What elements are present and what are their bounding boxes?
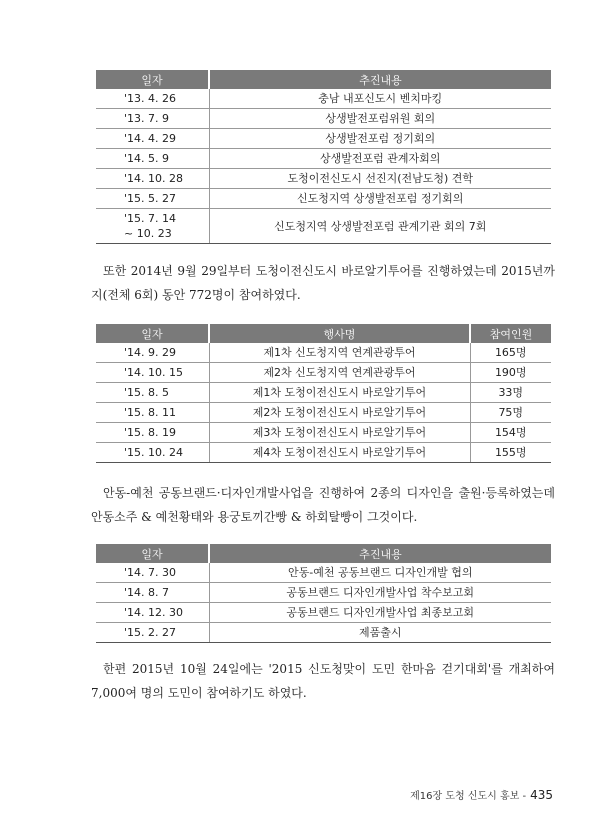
- cell-date: '14. 7. 30: [96, 563, 209, 583]
- cell-date: '14. 5. 9: [96, 149, 209, 169]
- cell-event: 제2차 도청이전신도시 바로알기투어: [209, 403, 470, 423]
- table-row: [96, 169, 551, 189]
- table-row: [96, 129, 551, 149]
- table-header-row: [96, 70, 551, 89]
- cell-date: '15. 8. 5: [96, 383, 209, 403]
- table-row: [96, 383, 551, 403]
- cell-date: '14. 12. 30: [96, 603, 209, 623]
- cell-date: '14. 4. 29: [96, 129, 209, 149]
- cell-event: 제1차 신도청지역 연계관광투어: [209, 343, 470, 363]
- cell-event: 제1차 도청이전신도시 바로알기투어: [209, 383, 470, 403]
- cell-participants: 154명: [470, 423, 551, 443]
- header-date: 일자: [96, 70, 209, 89]
- table-row: [96, 363, 551, 383]
- cell-content: 신도청지역 상생발전포럼 관계기관 회의 7회: [209, 209, 551, 244]
- cell-content: 도청이전신도시 선진지(전남도청) 견학: [209, 169, 551, 189]
- table-row: [96, 209, 551, 244]
- cell-date: '15. 10. 24: [96, 443, 209, 463]
- paragraph-bus-tour: 또한 2014년 9월 29일부터 도청이전신도시 바로알기투어를 진행하였는데 2015년까지(전체 6회) 동안 772명이 참여하였다.: [91, 264, 555, 302]
- schedule-table-1: [96, 70, 551, 244]
- paragraph-brand-design: 안동-예천 공동브랜드·디자인개발사업을 진행하여 2종의 디자인을 출원·등록하였는데 안동소주 & 예천황태와 용궁토끼간빵 & 하회탈빵이 그것이다.: [91, 486, 555, 524]
- header-content: 추진내용: [209, 544, 551, 563]
- cell-participants: 33명: [470, 383, 551, 403]
- cell-participants: 165명: [470, 343, 551, 363]
- table-row: [96, 583, 551, 603]
- chapter-title: 제16장 도청 신도시 홍보 -: [410, 791, 527, 802]
- cell-participants: 155명: [470, 443, 551, 463]
- page-footer: [410, 787, 553, 802]
- cell-content: 상생발전포럼위원 회의: [209, 109, 551, 129]
- table-row: [96, 189, 551, 209]
- cell-content: 충남 내포신도시 벤치마킹: [209, 89, 551, 109]
- cell-date: '14. 10. 15: [96, 363, 209, 383]
- paragraph-walking-event: 한편 2015년 10월 24일에는 '2015 신도청맞이 도민 한마음 걷기대회'를 개최하여 7,000여 명의 도민이 참여하기도 하였다.: [91, 662, 555, 700]
- cell-content: 제품출시: [209, 623, 551, 643]
- cell-content: 안동-예천 공동브랜드 디자인개발 협의: [209, 563, 551, 583]
- table-header-row: [96, 544, 551, 563]
- cell-date: '14. 9. 29: [96, 343, 209, 363]
- schedule-table-2: [96, 544, 551, 643]
- table-header-row: [96, 324, 551, 343]
- cell-date: '13. 7. 9: [96, 109, 209, 129]
- table-row: [96, 423, 551, 443]
- table-row: [96, 443, 551, 463]
- cell-date: '15. 2. 27: [96, 623, 209, 643]
- header-date: 일자: [96, 544, 209, 563]
- page-number: 435: [530, 788, 553, 802]
- cell-content: 공동브랜드 디자인개발사업 착수보고회: [209, 583, 551, 603]
- cell-participants: 190명: [470, 363, 551, 383]
- cell-date: '14. 10. 28: [96, 169, 209, 189]
- header-content: 추진내용: [209, 70, 551, 89]
- header-event: 행사명: [209, 324, 470, 343]
- cell-event: 제2차 신도청지역 연계관광투어: [209, 363, 470, 383]
- cell-date: '13. 4. 26: [96, 89, 209, 109]
- cell-date: '15. 8. 19: [96, 423, 209, 443]
- cell-content: 신도청지역 상생발전포럼 정기회의: [209, 189, 551, 209]
- table-row: [96, 343, 551, 363]
- cell-content: 공동브랜드 디자인개발사업 최종보고회: [209, 603, 551, 623]
- table-row: [96, 563, 551, 583]
- cell-participants: 75명: [470, 403, 551, 423]
- table-row: [96, 89, 551, 109]
- cell-event: 제4차 도청이전신도시 바로알기투어: [209, 443, 470, 463]
- cell-content: 상생발전포럼 관계자회의: [209, 149, 551, 169]
- table-row: [96, 403, 551, 423]
- table-row: [96, 603, 551, 623]
- cell-content: 상생발전포럼 정기회의: [209, 129, 551, 149]
- header-date: 일자: [96, 324, 209, 343]
- tour-table: [96, 324, 551, 463]
- cell-date: '14. 8. 7: [96, 583, 209, 603]
- table-row: [96, 149, 551, 169]
- cell-event: 제3차 도청이전신도시 바로알기투어: [209, 423, 470, 443]
- cell-date: '15. 7. 14 ~ 10. 23: [96, 209, 209, 244]
- cell-date: '15. 8. 11: [96, 403, 209, 423]
- table-row: [96, 623, 551, 643]
- table-row: [96, 109, 551, 129]
- cell-date: '15. 5. 27: [96, 189, 209, 209]
- header-participants: 참여인원: [470, 324, 551, 343]
